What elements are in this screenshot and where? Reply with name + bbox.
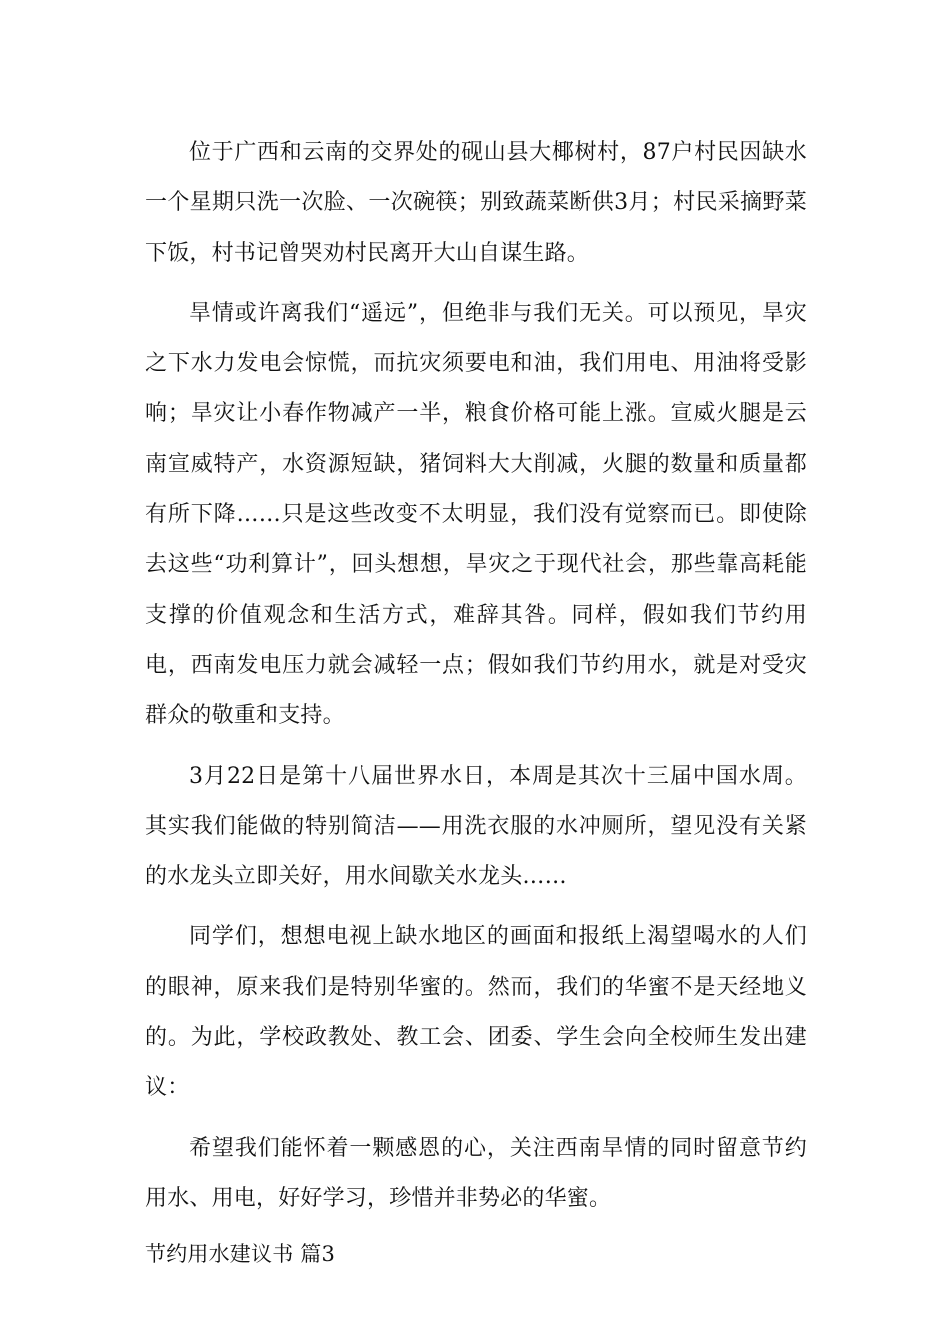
paragraph-3: 3月22日是第十八届世界水日，本周是其次十三届中国水周。其实我们能做的特别简洁——用洗衣服的水冲厕所，望见没有关紧的水龙头立即关好，用水间歇关水龙头…… [145, 763, 807, 890]
paragraph-2: 旱情或许离我们“遥远”，但绝非与我们无关。可以预见，旱灾之下水力发电会惊慌，而抗灾须要电和油，我们用电、用油将受影响；旱灾让小春作物减产一半，粮食价格可能上涨。宣威火腿是云南宣威特产，水资源短缺，猪饲料大大削减，火腿的数量和质量都有所下降……只是这些改变不太明显，我们没有觉察而已。即使除去这些“功利算计”，回头想想，旱灾之于现代社会，那些靠高耗能支撑的价值观念和生活方式，难辞其咎。同样，假如我们节约用电，西南发电压力就会减轻一点；假如我们节约用水，就是对受灾群众的敬重和支持。 [145, 300, 807, 729]
paragraph-4: 同学们，想想电视上缺水地区的画面和报纸上渴望喝水的人们的眼神，原来我们是特别华蜜的。然而，我们的华蜜不是天经地义的。为此，学校政教处、教工会、团委、学生会向全校师生发出建议： [145, 924, 807, 1101]
paragraph-5: 希望我们能怀着一颗感恩的心，关注西南旱情的同时留意节约用水、用电，好好学习，珍惜并非势必的华蜜。 [145, 1135, 807, 1211]
section-heading: 节约用水建议书 篇3 [145, 1242, 336, 1267]
document-page [145, 128, 807, 1274]
paragraph-1: 位于广西和云南的交界处的砚山县大椰树村，87户村民因缺水一个星期只洗一次脸、一次碗筷；别致蔬菜断供3月；村民采摘野菜下饭，村书记曾哭劝村民离开大山自谋生路。 [145, 140, 807, 266]
